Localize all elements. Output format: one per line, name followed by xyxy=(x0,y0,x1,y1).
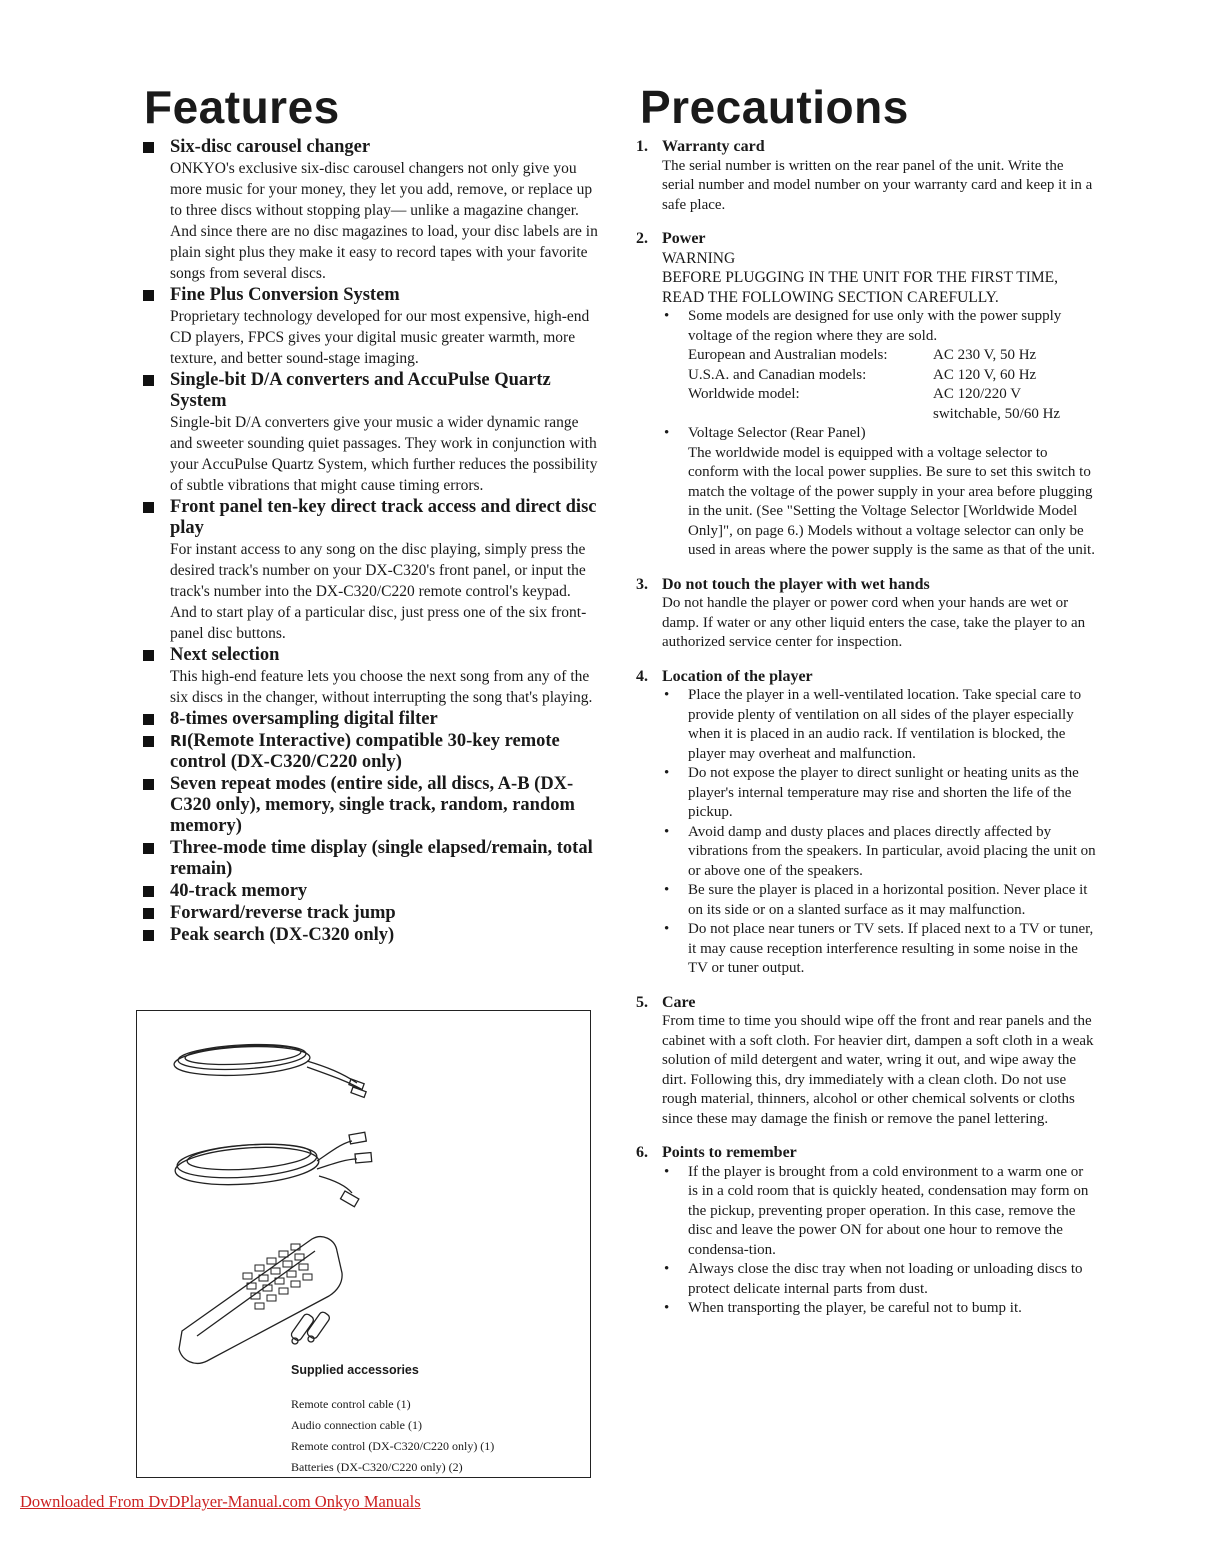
points-bullet: • Always close the disc tray when not loading or unloading discs to protect delicate internal parts from dust. xyxy=(662,1260,1096,1299)
accessory-item: Remote control (DX-C320/C220 only) (1) xyxy=(291,1439,495,1453)
features-list xyxy=(140,137,600,947)
precaution-number: 3. xyxy=(636,575,648,593)
feature-title-text: (Remote Interactive) compatible 30-key remote control (DX-C320/C220 only) xyxy=(170,731,560,772)
square-bullet-icon xyxy=(143,142,154,153)
precaution-number: 2. xyxy=(636,230,648,247)
voltage-row xyxy=(688,385,1060,405)
power-bullet-text: The worldwide model is equipped with a voltage selector to conform with the local power supplies. Be sure to set this switch to match the voltage of the power supply in your area before plugging in the unit. (See "Setting the Voltage Selector [Worldwide Model Only]", on page 6.) Models without a voltage selector can only be used in areas where the power supply is the same as that of the unit. xyxy=(688,444,1095,558)
precautions-heading: Precautions xyxy=(640,81,909,133)
features-heading: Features xyxy=(144,81,340,133)
power-bullet-title: • Voltage Selector (Rear Panel) xyxy=(688,425,866,441)
power-bullet xyxy=(662,424,1096,561)
feature-item xyxy=(140,731,600,773)
feature-item xyxy=(140,838,600,880)
voltage-value: switchable, 50/60 Hz xyxy=(933,405,1061,422)
square-bullet-icon xyxy=(143,779,154,790)
feature-title: Front panel ten-key direct track access and direct disc play xyxy=(170,497,597,538)
feature-title: Three-mode time display (single elapsed/remain, total remain) xyxy=(170,838,593,879)
power-bullet xyxy=(662,307,1096,424)
feature-item xyxy=(140,370,600,496)
voltage-value: AC 120 V, 60 Hz xyxy=(933,366,1037,383)
location-bullet: • Place the player in a well-ventilated location. Take special care to provide plenty of ventilation on all sides of the player especially when it is placed in an audio rack. If ventilation is blocked, the player may overheat and malfunction. xyxy=(662,686,1096,764)
accessories-title: Supplied accessories xyxy=(291,1363,419,1377)
feature-title: Peak search (DX-C320 only) xyxy=(170,925,395,945)
accessory-item: Batteries (DX-C320/C220 only) (2) xyxy=(291,1460,463,1474)
voltage-region: Worldwide model: xyxy=(688,386,800,402)
location-bullet: • Avoid damp and dusty places and places directly affected by vibrations from the speakers. In particular, avoid placing the unit on or above one of the speakers. xyxy=(662,823,1096,882)
precaution-title: Points to remember xyxy=(662,1144,797,1161)
square-bullet-icon xyxy=(143,843,154,854)
feature-title: Single-bit D/A converters and AccuPulse Quartz System xyxy=(170,370,551,411)
square-bullet-icon xyxy=(143,886,154,897)
voltage-table xyxy=(688,346,1060,424)
points-bullet: • When transporting the player, be careful not to bump it. xyxy=(662,1299,1096,1319)
feature-body: This high-end feature lets you choose the next song from any of the six discs in the changer, without interrupting the song that's playing. xyxy=(170,668,593,706)
voltage-value: AC 120/220 V xyxy=(933,386,1022,402)
square-bullet-icon xyxy=(143,502,154,513)
precaution-title: Warranty card xyxy=(662,138,765,155)
precaution-title: Do not touch the player with wet hands xyxy=(662,575,930,593)
precaution-number: 6. xyxy=(636,1144,648,1161)
square-bullet-icon xyxy=(143,930,154,941)
feature-item xyxy=(140,497,600,644)
feature-title: Fine Plus Conversion System xyxy=(170,285,400,305)
feature-title: 40-track memory xyxy=(170,881,308,901)
voltage-region: European and Australian models: xyxy=(688,347,888,363)
precaution-warranty xyxy=(636,137,1096,215)
location-bullet: • Be sure the player is placed in a horizontal position. Never place it on its side or on a slanted surface as it may malfunction. xyxy=(662,881,1096,920)
feature-body: ONKYO's exclusive six-disc carousel changers not only give you more music for your money, they let you add, remove, or replace up to three discs without stopping play— unlike a magazine changer. And since there are no disc magazines to load, your disc labels are in plain sight plus they make it easy to record tapes with your favorite songs from several discs. xyxy=(170,160,598,282)
feature-title: Seven repeat modes (entire side, all discs, A-B (DX-C320 only), memory, single track, random, random memory) xyxy=(170,774,575,836)
feature-body: Single-bit D/A converters give your music a wider dynamic range and sweeter sounding quiet passages. They work in conjunction with your AccuPulse Quartz System, which further reduces the possibility of subtle vibrations that might cause timing errors. xyxy=(170,414,598,494)
accessory-item: Audio connection cable (1) xyxy=(291,1418,422,1432)
voltage-value: AC 230 V, 50 Hz xyxy=(933,347,1037,363)
power-warning-label: WARNING xyxy=(662,249,736,267)
precaution-title: Care xyxy=(662,993,696,1011)
voltage-row xyxy=(688,405,1060,425)
voltage-row xyxy=(688,346,1060,366)
feature-item xyxy=(140,881,600,902)
accessories-list xyxy=(291,1394,494,1478)
square-bullet-icon xyxy=(143,650,154,661)
power-bullet-text: • Some models are designed for use only with the power supply voltage of the region where they are sold. xyxy=(688,308,1062,344)
precaution-number: 4. xyxy=(636,667,648,685)
feature-item xyxy=(140,137,600,284)
feature-body: Proprietary technology developed for our most expensive, high-end CD players, FPCS gives your digital music greater warmth, more texture, and better sound-stage imaging. xyxy=(170,308,590,367)
location-bullet: • Do not place near tuners or TV sets. If placed next to a TV or tuner, it may cause reception interference resulting in some noise in the TV or tuner output. xyxy=(662,920,1096,979)
precaution-wet-hands xyxy=(636,575,1096,653)
voltage-region: U.S.A. and Canadian models: xyxy=(688,366,867,383)
points-bullets xyxy=(662,1163,1096,1319)
precautions-list xyxy=(636,137,1096,1333)
square-bullet-icon xyxy=(143,375,154,386)
remote-cable-icon xyxy=(173,1042,366,1098)
precaution-points xyxy=(636,1143,1096,1319)
feature-title xyxy=(170,731,600,773)
feature-item xyxy=(140,285,600,369)
precaution-body: Do not handle the player or power cord when your hands are wet or damp. If water or any other liquid enters the case, take the player to an authorized service center for inspection. xyxy=(662,595,1086,650)
feature-title: Next selection xyxy=(170,645,280,665)
points-bullet: • If the player is brought from a cold environment to a warm one or is in a cold room that is quickly heated, condensation may form on the pickup, preventing proper operation. In this case, remove the disc and leave the power ON for about one hour to remove the condensa-tion. xyxy=(662,1163,1096,1261)
feature-body: For instant access to any song on the disc playing, simply press the desired track's number on your DX-C320's front panel, or input the track's number into the DX-C320/C220 remote control's keypad. And to start play of a particular disc, just press one of the six front-panel disc buttons. xyxy=(170,541,587,642)
precaution-care xyxy=(636,993,1096,1130)
precaution-power xyxy=(636,229,1096,561)
square-bullet-icon xyxy=(143,714,154,725)
remote-control-icon xyxy=(179,1237,342,1364)
feature-item xyxy=(140,925,600,946)
precaution-body: The serial number is written on the rear panel of the unit. Write the serial number and model number on your warranty card and keep it in a safe place. xyxy=(662,157,1093,213)
feature-item xyxy=(140,645,600,708)
power-warning-text: BEFORE PLUGGING IN THE UNIT FOR THE FIRST TIME, READ THE FOLLOWING SECTION CAREFULLY. xyxy=(662,269,1058,306)
precaution-title: Power xyxy=(662,230,706,247)
precaution-number: 1. xyxy=(636,138,648,155)
audio-cable-icon xyxy=(174,1132,372,1207)
accessories-box xyxy=(136,1010,591,1478)
feature-title: Forward/reverse track jump xyxy=(170,903,396,923)
precaution-location xyxy=(636,667,1096,979)
batteries-icon xyxy=(290,1311,331,1344)
location-bullet: • Do not expose the player to direct sunlight or heating units as the player's internal temperature may rise and shorten the life of the pickup. xyxy=(662,764,1096,823)
voltage-region xyxy=(688,405,933,425)
feature-item xyxy=(140,774,600,837)
feature-item xyxy=(140,903,600,924)
location-bullets xyxy=(662,686,1096,979)
download-source-link[interactable]: Downloaded From DvDPlayer-Manual.com Onkyo Manuals xyxy=(20,1492,421,1511)
square-bullet-icon xyxy=(143,290,154,301)
precaution-number: 5. xyxy=(636,993,648,1011)
precaution-body: From time to time you should wipe off the front and rear panels and the cabinet with a soft cloth. For heavier dirt, dampen a soft cloth in a weak solution of mild detergent and water, wring it out, and wipe away the dirt. Following this, dry immediately with a clean cloth. Do not use rough material, thinners, alcohol or other chemical solvents or cloths since these may damage the finish or remove the panel lettering. xyxy=(662,1013,1094,1127)
ri-logo: RI xyxy=(170,732,188,750)
accessory-item: Remote control cable (1) xyxy=(291,1397,411,1411)
feature-title: Six-disc carousel changer xyxy=(170,137,371,157)
voltage-row xyxy=(688,366,1060,386)
feature-title: 8-times oversampling digital filter xyxy=(170,709,438,729)
square-bullet-icon xyxy=(143,908,154,919)
precaution-title: Location of the player xyxy=(662,667,813,685)
power-bullets xyxy=(662,307,1096,561)
square-bullet-icon xyxy=(143,736,154,747)
feature-item xyxy=(140,709,600,730)
